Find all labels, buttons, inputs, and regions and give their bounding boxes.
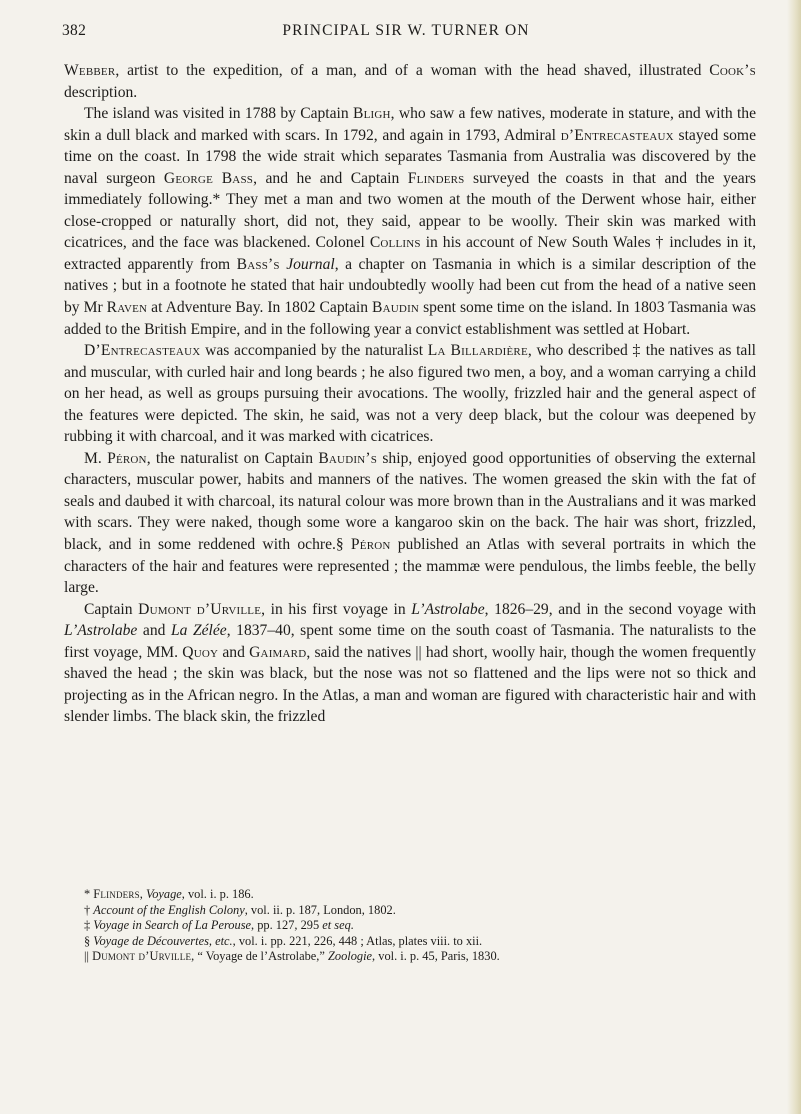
- small-caps-name: Dumont d’Urville: [138, 600, 262, 618]
- italic-title: Voyage in Search of La Perouse: [93, 918, 252, 933]
- italic-title: Zoologie: [327, 949, 373, 964]
- footnote-3: [84, 918, 756, 934]
- text-run: , said the natives || had short, woolly hair, though the women frequently shaved the head ; the skin was black, but the nose was not so flattened and the lips were not so thick and projecting as in the African negro. In the Atlas, a man and woman are figured with characteristic hair and with slender limbs. The black skin, the frizzled: [64, 643, 756, 726]
- small-caps-name: d’Entrecasteaux: [560, 126, 674, 144]
- text-run: §: [84, 933, 94, 948]
- text-run: was accompanied by the naturalist: [200, 342, 428, 360]
- footnote-5: [84, 949, 756, 965]
- small-caps-name: Flinders: [407, 169, 465, 187]
- small-caps-name: Dumont d’Urville: [92, 949, 192, 964]
- paragraph-4: [64, 448, 756, 599]
- small-caps-name: D’Entrecasteaux: [84, 342, 201, 360]
- text-run: , who saw a few natives, moderate in stature, and with the skin a dull black and marked with scars. In 1792, and again in 1793, Admiral: [64, 105, 756, 144]
- small-caps-name: Cook’s: [709, 62, 756, 79]
- text-run: , 1826–29, and in the second voyage with: [484, 600, 756, 618]
- italic-title: et seq.: [322, 918, 354, 933]
- paragraph-5: [64, 599, 756, 728]
- text-run: and: [218, 643, 250, 661]
- footnote-2: [84, 903, 756, 919]
- text-run: , vol. i. p. 186.: [181, 887, 254, 901]
- italic-title: Account of the English Colony: [93, 902, 245, 917]
- text-run: , vol. ii. p. 187, London, 1802.: [244, 902, 396, 917]
- text-run: , 1837–40, spent some time on the south coast of Tasmania. The naturalists to the first voyage, MM.: [64, 622, 756, 661]
- paragraph-1: [64, 60, 756, 103]
- text-run: , pp. 127, 295: [251, 918, 323, 933]
- text-run: , in his first voyage in: [261, 600, 412, 618]
- text-run: The island was visited in 1788 by Captain: [84, 105, 353, 123]
- small-caps-name: Péron: [107, 449, 147, 467]
- text-run: M.: [84, 449, 108, 467]
- small-caps-name: Flinders: [93, 887, 140, 901]
- text-run: stayed some time on the coast. In 1798 the wide strait which separates Tasmania from Australia was discovered by the naval surgeon: [64, 126, 756, 187]
- small-caps-name: Gaimard: [249, 643, 307, 661]
- text-run: *: [84, 887, 94, 901]
- text-run: , the naturalist on Captain: [146, 449, 319, 467]
- italic-title: Voyage de Découvertes, etc.: [93, 933, 233, 948]
- text-run: in his account of New South Wales † includes in it, extracted apparently from: [64, 234, 756, 273]
- small-caps-name: Raven: [106, 299, 148, 317]
- text-run: spent some time on the island. In 1803 Tasmania was added to the British Empire, and in the following year a convict establishment was settled at Hobart.: [64, 299, 757, 338]
- footnotes: [84, 887, 756, 965]
- text-run: , who described ‡ the natives as tall and muscular, with curled hair and long beards ; he also figured two men, a boy, and a woman carrying a child on her head, as well as groups pursuing their avocations. The woolly, frizzled hair and the general aspect of the features were depicted. The skin, he said, was not a very deep black, but the colour was deepened by rubbing it with charcoal, and it was marked with cicatrices.: [64, 342, 756, 446]
- italic-title: L’Astrolabe: [64, 622, 138, 640]
- small-caps-name: George Bass: [163, 169, 254, 187]
- running-head: PRINCIPAL SIR W. TURNER ON: [282, 22, 530, 39]
- small-caps-name: Quoy: [182, 643, 219, 661]
- text-run: ‡: [84, 918, 94, 933]
- text-run: †: [84, 902, 94, 917]
- italic-title: La Zélée: [170, 622, 227, 640]
- text-run: Captain: [84, 600, 139, 618]
- text-run: , and he and Captain: [253, 169, 408, 187]
- small-caps-name: Webber: [64, 62, 116, 79]
- page-header: [62, 22, 750, 46]
- small-caps-name: Bligh: [352, 105, 391, 123]
- italic-title: L’Astrolabe: [411, 600, 485, 618]
- text-run: ship, enjoyed good opportunities of observing the external characters, muscular power, habits and manners of the natives. The women greased the skin with the fat of seals and daubed it with charcoal, its natural colour was more brown than in the Australians and it was marked with scars. They were naked, though some wore a kangaroo skin on the back. The hair was short, frizzled, black, and in some reddened with ochre.§: [64, 449, 756, 554]
- text-run: surveyed the coasts in that and the years immediately following.* They met a man and two women at the mouth of the Derwent whose hair, either close-cropped or naturally short, did not, they said, appear to be woolly. Their skin was marked with cicatrices, and the face was blackened. Colonel: [64, 169, 756, 252]
- text-run: ||: [84, 949, 93, 964]
- text-run: , vol. i. p. 45, Paris, 1830.: [372, 949, 500, 964]
- footnote-4: [84, 934, 756, 950]
- page-number: 382: [62, 22, 87, 39]
- small-caps-name: Baudin’s: [318, 449, 378, 467]
- small-caps-name: Collins: [369, 234, 421, 252]
- text-run: , vol. i. pp. 221, 226, 448 ; Atlas, plates viii. to xii.: [232, 933, 483, 948]
- text-run: , “ Voyage de l’Astrolabe,”: [191, 949, 328, 964]
- italic-title: Voyage: [146, 887, 182, 901]
- page-edge: [787, 0, 801, 1114]
- italic-title: Journal: [286, 255, 335, 273]
- text-run: , a chapter on Tasmania in which is a similar description of the natives ; but in a footnote he stated that hair undoubtedly woolly had been cut from the head of a native seen by Mr: [64, 255, 756, 317]
- text-run: , artist to the expedition, of a man, and of a woman with the head shaved, illustrated: [115, 62, 710, 79]
- text-run: at Adventure Bay. In 1802 Captain: [147, 299, 373, 317]
- footnote-1: [84, 887, 756, 903]
- small-caps-name: Bass’s: [236, 255, 280, 273]
- text-run: ,: [139, 887, 146, 901]
- small-caps-name: Péron: [350, 536, 391, 554]
- paragraph-2: [64, 103, 756, 340]
- small-caps-name: La Billardière: [427, 342, 528, 360]
- text-run: and: [137, 622, 171, 640]
- paragraph-3: [64, 340, 756, 448]
- text-run: description.: [64, 83, 138, 101]
- body-text: [64, 60, 756, 728]
- text-run: published an Atlas with several portraits in which the characters of the hair and features were represented ; the mammæ were pendulous, the limbs feeble, the belly large.: [64, 536, 756, 597]
- small-caps-name: Baudin: [372, 299, 420, 317]
